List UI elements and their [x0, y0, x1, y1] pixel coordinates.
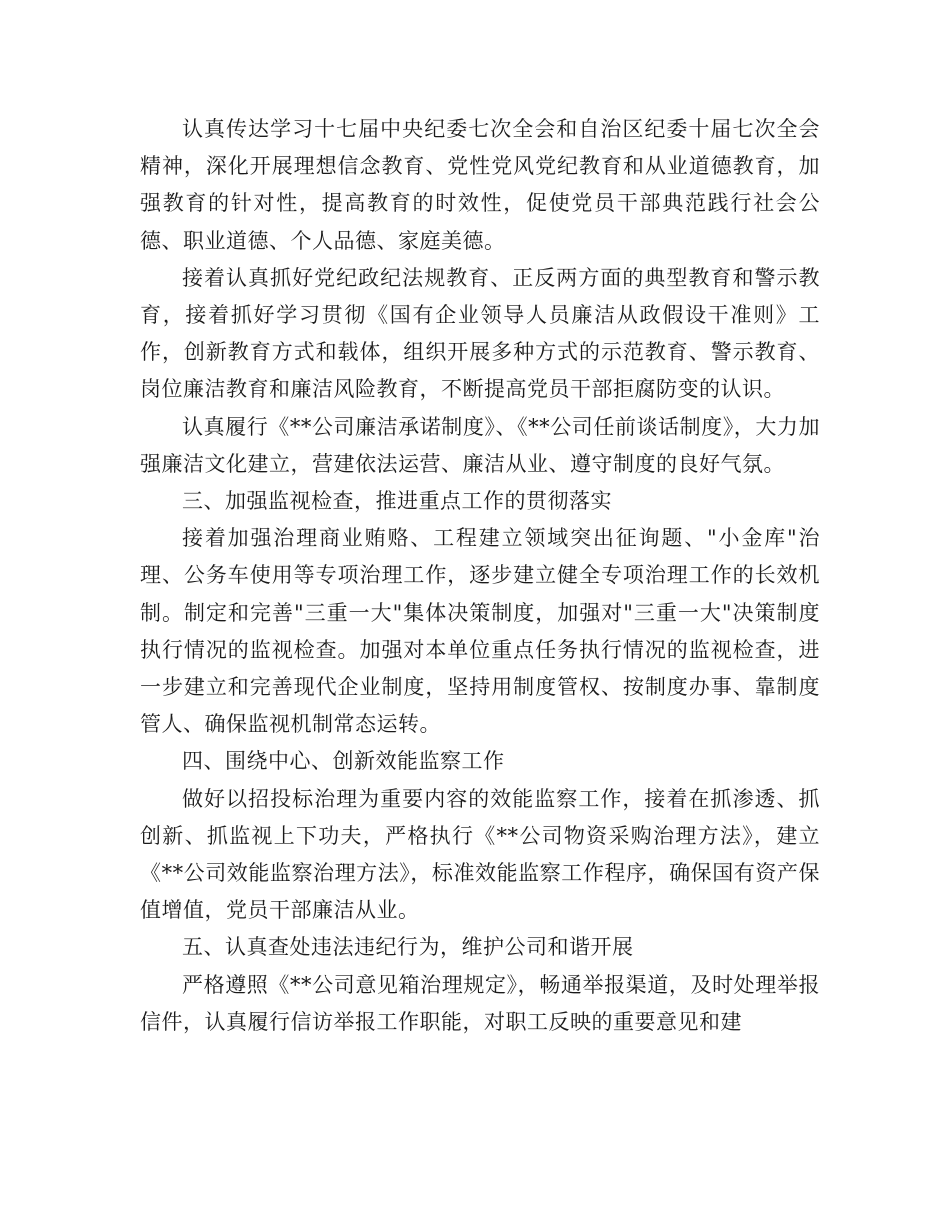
paragraph-integrity-culture: 认真履行《**公司廉洁承诺制度》、《**公司任前谈话制度》，大力加强廉洁文化建立，营建依法运营、廉洁从业、遵守制度的良好气氛。 — [140, 414, 820, 476]
section-heading-3: 三、加强监视检查，推进重点工作的贯彻落实 — [182, 489, 612, 514]
section-heading-4: 四、围绕中心、创新效能监察工作 — [182, 749, 505, 774]
paragraph-complaint-handling: 严格遵照《**公司意见箱治理规定》，畅通举报渠道，及时处理举报信件，认真履行信访举报工作职能，对职工反映的重要意见和建 — [140, 972, 820, 1034]
paragraph-efficiency-supervision: 做好以招投标治理为重要内容的效能监察工作，接着在抓渗透、抓创新、抓监视上下功夫，严格执行《**公司物资采购治理方法》，建立《**公司效能监察治理方法》，标准效能监察工作程序，确保国有资产保值增值，党员干部廉洁从业。 — [140, 786, 820, 923]
document-body — [140, 111, 820, 1041]
section-heading-5: 五、认真查处违法违纪行为，维护公司和谐开展 — [182, 935, 634, 960]
paragraph-special-governance: 接着加强治理商业贿赂、工程建立领域突出征询题、"小金库"治理、公务车使用等专项治理工作，逐步建立健全专项治理工作的长效机制。制定和完善"三重一大"集体决策制度，加强对"三重一大"决策制度执行情况的监视检查。加强对本单位重点任务执行情况的监视检查，进一步建立和完善现代企业制度，坚持用制度管权、按制度办事、靠制度管人、确保监视机制常态运转。 — [140, 526, 820, 737]
paragraph-education: 认真传达学习十七届中央纪委七次全会和自治区纪委十届七次全会精神，深化开展理想信念教育、党性党风党纪教育和从业道德教育，加强教育的针对性，提高教育的时效性，促使党员干部典范践行社会公德、职业道德、个人品德、家庭美德。 — [140, 117, 820, 253]
paragraph-warning-education: 接着认真抓好党纪政纪法规教育、正反两方面的典型教育和警示教育，接着抓好学习贯彻《国有企业领导人员廉洁从政假设干准则》工作，创新教育方式和载体，组织开展多种方式的示范教育、警示教育、岗位廉洁教育和廉洁风险教育，不断提高党员干部拒腐防变的认识。 — [140, 265, 820, 402]
